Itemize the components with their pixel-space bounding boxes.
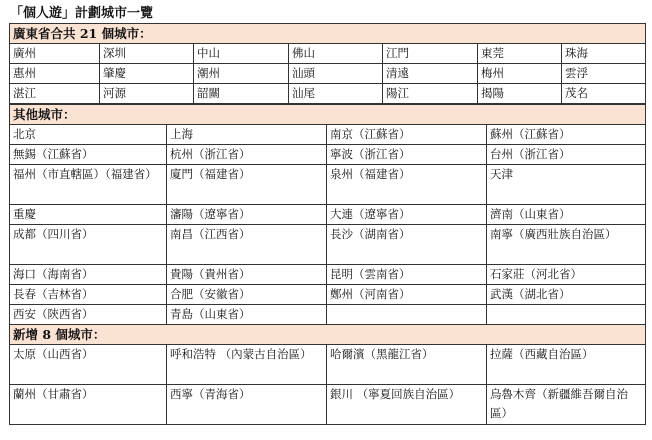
city-cell: 上海 (167, 125, 327, 145)
table-row (10, 385, 646, 425)
city-cell: 鄭州（河南省） (327, 285, 487, 305)
city-cell: 濟南（山東省） (487, 205, 646, 225)
city-cell: 中山 (194, 44, 289, 64)
city-cell: 茂名 (562, 84, 646, 104)
city-cell: 揭陽 (478, 84, 562, 104)
city-cell: 瀋陽（遼寧省） (167, 205, 327, 225)
city-cell: 江門 (383, 44, 478, 64)
city-cell: 廣州 (10, 44, 100, 64)
city-cell: 南寧（廣西壯族自治區） (487, 225, 646, 265)
city-cell: 汕尾 (289, 84, 383, 104)
city-cell: 昆明（雲南省） (327, 265, 487, 285)
city-cell: 深圳 (100, 44, 194, 64)
city-cell: 寧波（浙江省） (327, 145, 487, 165)
city-cell: 銀川 （寧夏回族自治區） (327, 385, 487, 425)
city-cell: 河源 (100, 84, 194, 104)
city-cell: 東莞 (478, 44, 562, 64)
city-cell: 烏魯木齊（新疆維吾爾自治區） (487, 385, 646, 425)
city-cell: 汕頭 (289, 64, 383, 84)
city-cell: 廈門（福建省） (167, 165, 327, 205)
table-row (10, 145, 646, 165)
city-cell: 重慶 (10, 205, 167, 225)
city-cell: 青島（山東省） (167, 305, 327, 325)
table-row (10, 345, 646, 385)
city-cell: 貴陽（貴州省） (167, 265, 327, 285)
table-row (10, 125, 646, 145)
empty-cell (327, 305, 487, 325)
city-cell: 蘇州（江蘇省） (487, 125, 646, 145)
other-cities-table (9, 104, 646, 425)
city-cell: 武漢（湖北省） (487, 285, 646, 305)
city-cell: 合肥（安徽省） (167, 285, 327, 305)
city-cell: 北京 (10, 125, 167, 145)
city-cell: 福州（市直轄區）（福建省） (10, 165, 167, 205)
table-row (10, 205, 646, 225)
city-cell: 長春（吉林省） (10, 285, 167, 305)
city-cell: 潮州 (194, 64, 289, 84)
guangdong-rows (10, 44, 646, 104)
table-row (10, 285, 646, 305)
city-cell: 蘭州（甘肅省） (10, 385, 167, 425)
city-cell: 呼和浩特 （內蒙古自治區） (167, 345, 327, 385)
city-cell: 成都（四川省） (10, 225, 167, 265)
city-cell: 湛江 (10, 84, 100, 104)
city-cell: 陽江 (383, 84, 478, 104)
table-row (10, 44, 646, 64)
city-cell: 珠海 (562, 44, 646, 64)
city-cell: 肇慶 (100, 64, 194, 84)
section-header-other: 其他城市： (10, 105, 646, 125)
new-cities-rows (10, 345, 646, 425)
section-header-guangdong: 廣東省合共 21 個城市： (10, 24, 646, 44)
guangdong-table (9, 23, 646, 104)
city-cell: 韶關 (194, 84, 289, 104)
city-cell: 清遠 (383, 64, 478, 84)
city-cell: 海口（海南省） (10, 265, 167, 285)
city-cell: 杭州（浙江省） (167, 145, 327, 165)
table-row (10, 64, 646, 84)
city-cell: 梅州 (478, 64, 562, 84)
city-cell: 無錫（江蘇省） (10, 145, 167, 165)
city-cell: 雲浮 (562, 64, 646, 84)
city-cell: 西安（陝西省） (10, 305, 167, 325)
city-cell: 拉薩（西藏自治區） (487, 345, 646, 385)
city-cell: 佛山 (289, 44, 383, 64)
city-list-tables (9, 23, 645, 425)
city-cell: 石家莊（河北省） (487, 265, 646, 285)
city-cell: 太原（山西省） (10, 345, 167, 385)
city-cell: 天津 (487, 165, 646, 205)
table-row (10, 225, 646, 265)
empty-cell (487, 305, 646, 325)
city-cell: 泉州（福建省） (327, 165, 487, 205)
city-cell: 南昌（江西省） (167, 225, 327, 265)
city-cell: 長沙（湖南省） (327, 225, 487, 265)
city-cell: 台州（浙江省） (487, 145, 646, 165)
city-cell: 哈爾濱（黑龍江省） (327, 345, 487, 385)
city-cell: 西寧（青海省） (167, 385, 327, 425)
city-cell: 大連（遼寧省） (327, 205, 487, 225)
table-row (10, 84, 646, 104)
section-header-new8: 新增 8 個城市： (10, 325, 646, 345)
other-cities-rows (10, 125, 646, 325)
city-cell: 南京（江蘇省） (327, 125, 487, 145)
table-row (10, 265, 646, 285)
city-cell: 惠州 (10, 64, 100, 84)
table-row (10, 305, 646, 325)
page-title: 「個人遊」計劃城市一覽 (10, 6, 154, 21)
table-row (10, 165, 646, 205)
